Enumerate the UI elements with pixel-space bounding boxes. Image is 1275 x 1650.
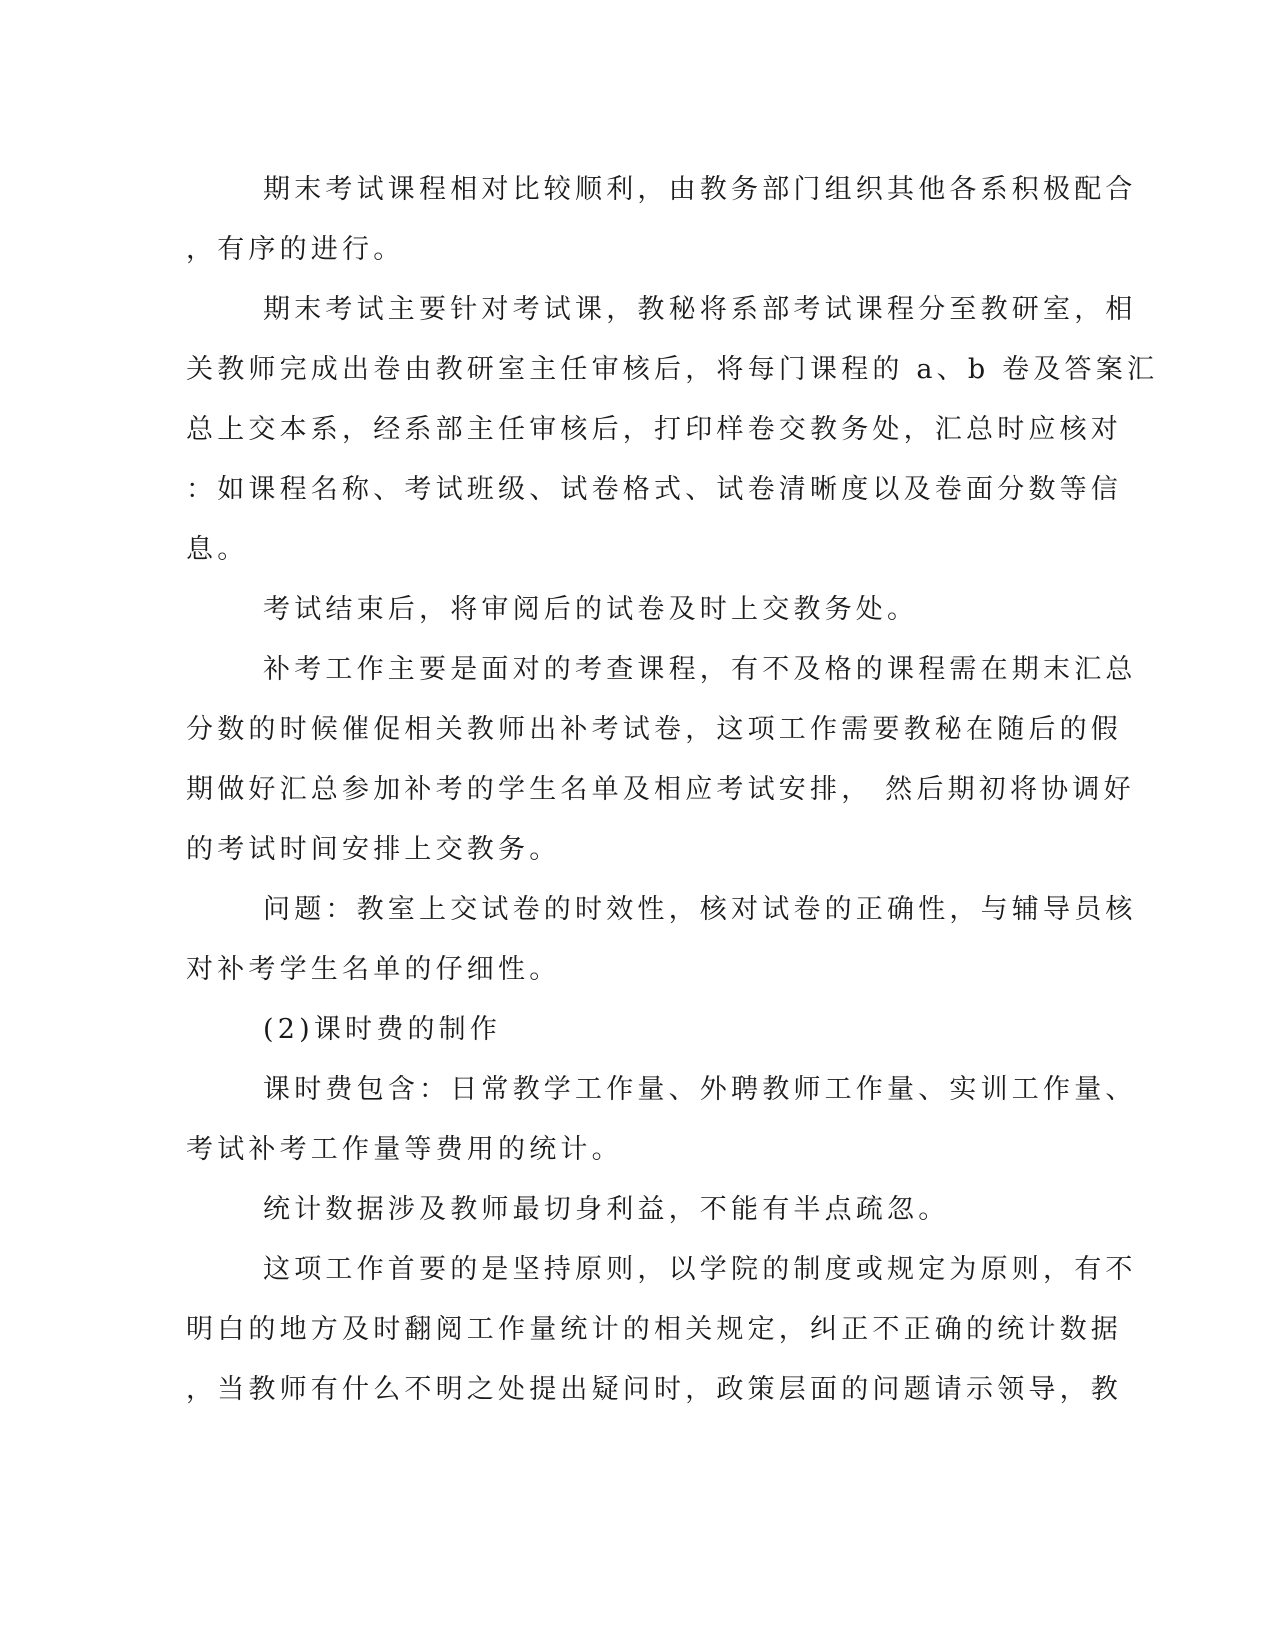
text-line: 期末考试主要针对考试课，教秘将系部考试课程分至教研室，相 <box>263 294 1137 325</box>
text-line: 考试补考工作量等费用的统计。 <box>186 1134 623 1165</box>
body-text <box>186 160 1159 1420</box>
text-line: 统计数据涉及教师最切身利益，不能有半点疏忽。 <box>263 1194 950 1225</box>
text-line: 补考工作主要是面对的考查课程，有不及格的课程需在期末汇总 <box>263 654 1137 685</box>
text-line: 的考试时间安排上交教务。 <box>186 834 561 865</box>
text-line: 总上交本系，经系部主任审核后，打印样卷交教务处，汇总时应核对 <box>186 414 1122 445</box>
text-line: 分数的时候催促相关教师出补考试卷，这项工作需要教秘在随后的假 <box>186 714 1122 745</box>
text-line: ，有序的进行。 <box>186 234 405 265</box>
text-line: 关教师完成出卷由教研室主任审核后，将每门课程的 a、b 卷及答案汇 <box>186 354 1159 385</box>
text-line: 期做好汇总参加补考的学生名单及相应考试安排， 然后期初将协调好 <box>186 774 1135 805</box>
text-line: 对补考学生名单的仔细性。 <box>186 954 561 985</box>
text-line: 考试结束后，将审阅后的试卷及时上交教务处。 <box>263 594 919 625</box>
text-line: ，当教师有什么不明之处提出疑问时，政策层面的问题请示领导，教 <box>186 1374 1122 1405</box>
text-line: 这项工作首要的是坚持原则，以学院的制度或规定为原则，有不 <box>263 1254 1137 1285</box>
text-line: 问题：教室上交试卷的时效性，核对试卷的正确性，与辅导员核 <box>263 894 1137 925</box>
text-line: 息。 <box>186 534 249 565</box>
text-line: 课时费包含：日常教学工作量、外聘教师工作量、实训工作量、 <box>263 1074 1137 1105</box>
text-line: ：如课程名称、考试班级、试卷格式、试卷清晰度以及卷面分数等信 <box>186 474 1122 505</box>
text-line: 期末考试课程相对比较顺利，由教务部门组织其他各系积极配合 <box>263 174 1137 205</box>
section-heading: (2)课时费的制作 <box>263 1014 502 1045</box>
text-line: 明白的地方及时翻阅工作量统计的相关规定，纠正不正确的统计数据 <box>186 1314 1122 1345</box>
